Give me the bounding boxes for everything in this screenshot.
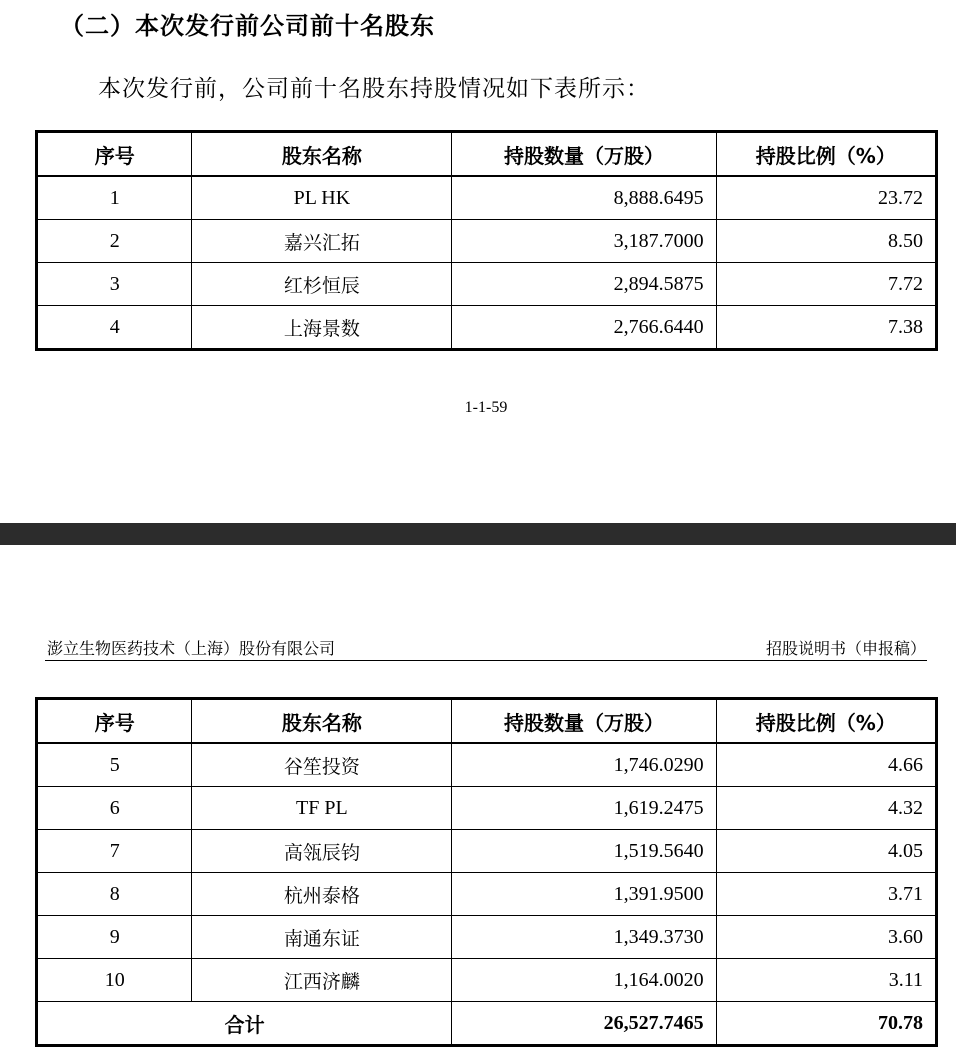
col-header-name: 股东名称 (192, 699, 452, 744)
row-name: 江西济麟 (192, 959, 452, 1002)
row-no: 3 (37, 263, 192, 306)
header-rule (45, 660, 927, 661)
table-header-row (37, 132, 937, 177)
table-row (37, 176, 937, 220)
total-label: 合计 (37, 1002, 452, 1046)
row-shares: 1,391.9500 (452, 873, 716, 916)
row-ratio: 3.60 (716, 916, 936, 959)
table-row (37, 959, 937, 1002)
row-name: TF PL (192, 787, 452, 830)
page-divider (0, 523, 956, 545)
row-no: 4 (37, 306, 192, 350)
total-shares: 26,527.7465 (452, 1002, 716, 1046)
row-ratio: 3.71 (716, 873, 936, 916)
table-row (37, 743, 937, 787)
table-row (37, 263, 937, 306)
col-header-ratio: 持股比例（%） (716, 699, 936, 744)
row-no: 8 (37, 873, 192, 916)
col-header-shares: 持股数量（万股） (452, 132, 716, 177)
row-shares: 1,746.0290 (452, 743, 716, 787)
col-header-no: 序号 (37, 132, 192, 177)
row-ratio: 23.72 (716, 176, 936, 220)
row-name: 谷笙投资 (192, 743, 452, 787)
row-shares: 8,888.6495 (452, 176, 716, 220)
page-number: 1-1-59 (464, 399, 508, 416)
total-row (37, 1002, 937, 1046)
row-ratio: 7.72 (716, 263, 936, 306)
table-row (37, 220, 937, 263)
intro-text: 本次发行前，公司前十名股东持股情况如下表所示： (98, 76, 650, 102)
row-name: PL HK (192, 176, 452, 220)
total-ratio: 70.78 (716, 1002, 936, 1046)
row-name: 上海景数 (192, 306, 452, 350)
table-row (37, 787, 937, 830)
row-name: 嘉兴汇拓 (192, 220, 452, 263)
header-company-name: 澎立生物医药技术（上海）股份有限公司 (47, 639, 336, 658)
row-shares: 1,519.5640 (452, 830, 716, 873)
shareholder-table-part1 (35, 130, 938, 351)
row-shares: 2,894.5875 (452, 263, 716, 306)
row-no: 10 (37, 959, 192, 1002)
row-no: 9 (37, 916, 192, 959)
table-header-row (37, 699, 937, 744)
table-row (37, 306, 937, 350)
row-no: 7 (37, 830, 192, 873)
col-header-ratio: 持股比例（%） (716, 132, 936, 177)
row-ratio: 8.50 (716, 220, 936, 263)
shareholder-table-part2 (35, 697, 938, 1047)
row-shares: 1,619.2475 (452, 787, 716, 830)
row-ratio: 3.11 (716, 959, 936, 1002)
section-heading: （二）本次发行前公司前十名股东 (60, 12, 435, 40)
row-shares: 1,164.0020 (452, 959, 716, 1002)
row-shares: 3,187.7000 (452, 220, 716, 263)
row-ratio: 4.32 (716, 787, 936, 830)
col-header-no: 序号 (37, 699, 192, 744)
row-shares: 2,766.6440 (452, 306, 716, 350)
table-row (37, 916, 937, 959)
row-shares: 1,349.3730 (452, 916, 716, 959)
row-ratio: 4.66 (716, 743, 936, 787)
row-name: 高瓴辰钧 (192, 830, 452, 873)
header-document-type: 招股说明书（申报稿） (765, 639, 926, 658)
row-no: 2 (37, 220, 192, 263)
col-header-shares: 持股数量（万股） (452, 699, 716, 744)
col-header-name: 股东名称 (192, 132, 452, 177)
row-no: 5 (37, 743, 192, 787)
row-name: 杭州泰格 (192, 873, 452, 916)
table-row (37, 830, 937, 873)
row-ratio: 4.05 (716, 830, 936, 873)
row-ratio: 7.38 (716, 306, 936, 350)
row-no: 1 (37, 176, 192, 220)
row-no: 6 (37, 787, 192, 830)
row-name: 南通东证 (192, 916, 452, 959)
table-row (37, 873, 937, 916)
row-name: 红杉恒辰 (192, 263, 452, 306)
